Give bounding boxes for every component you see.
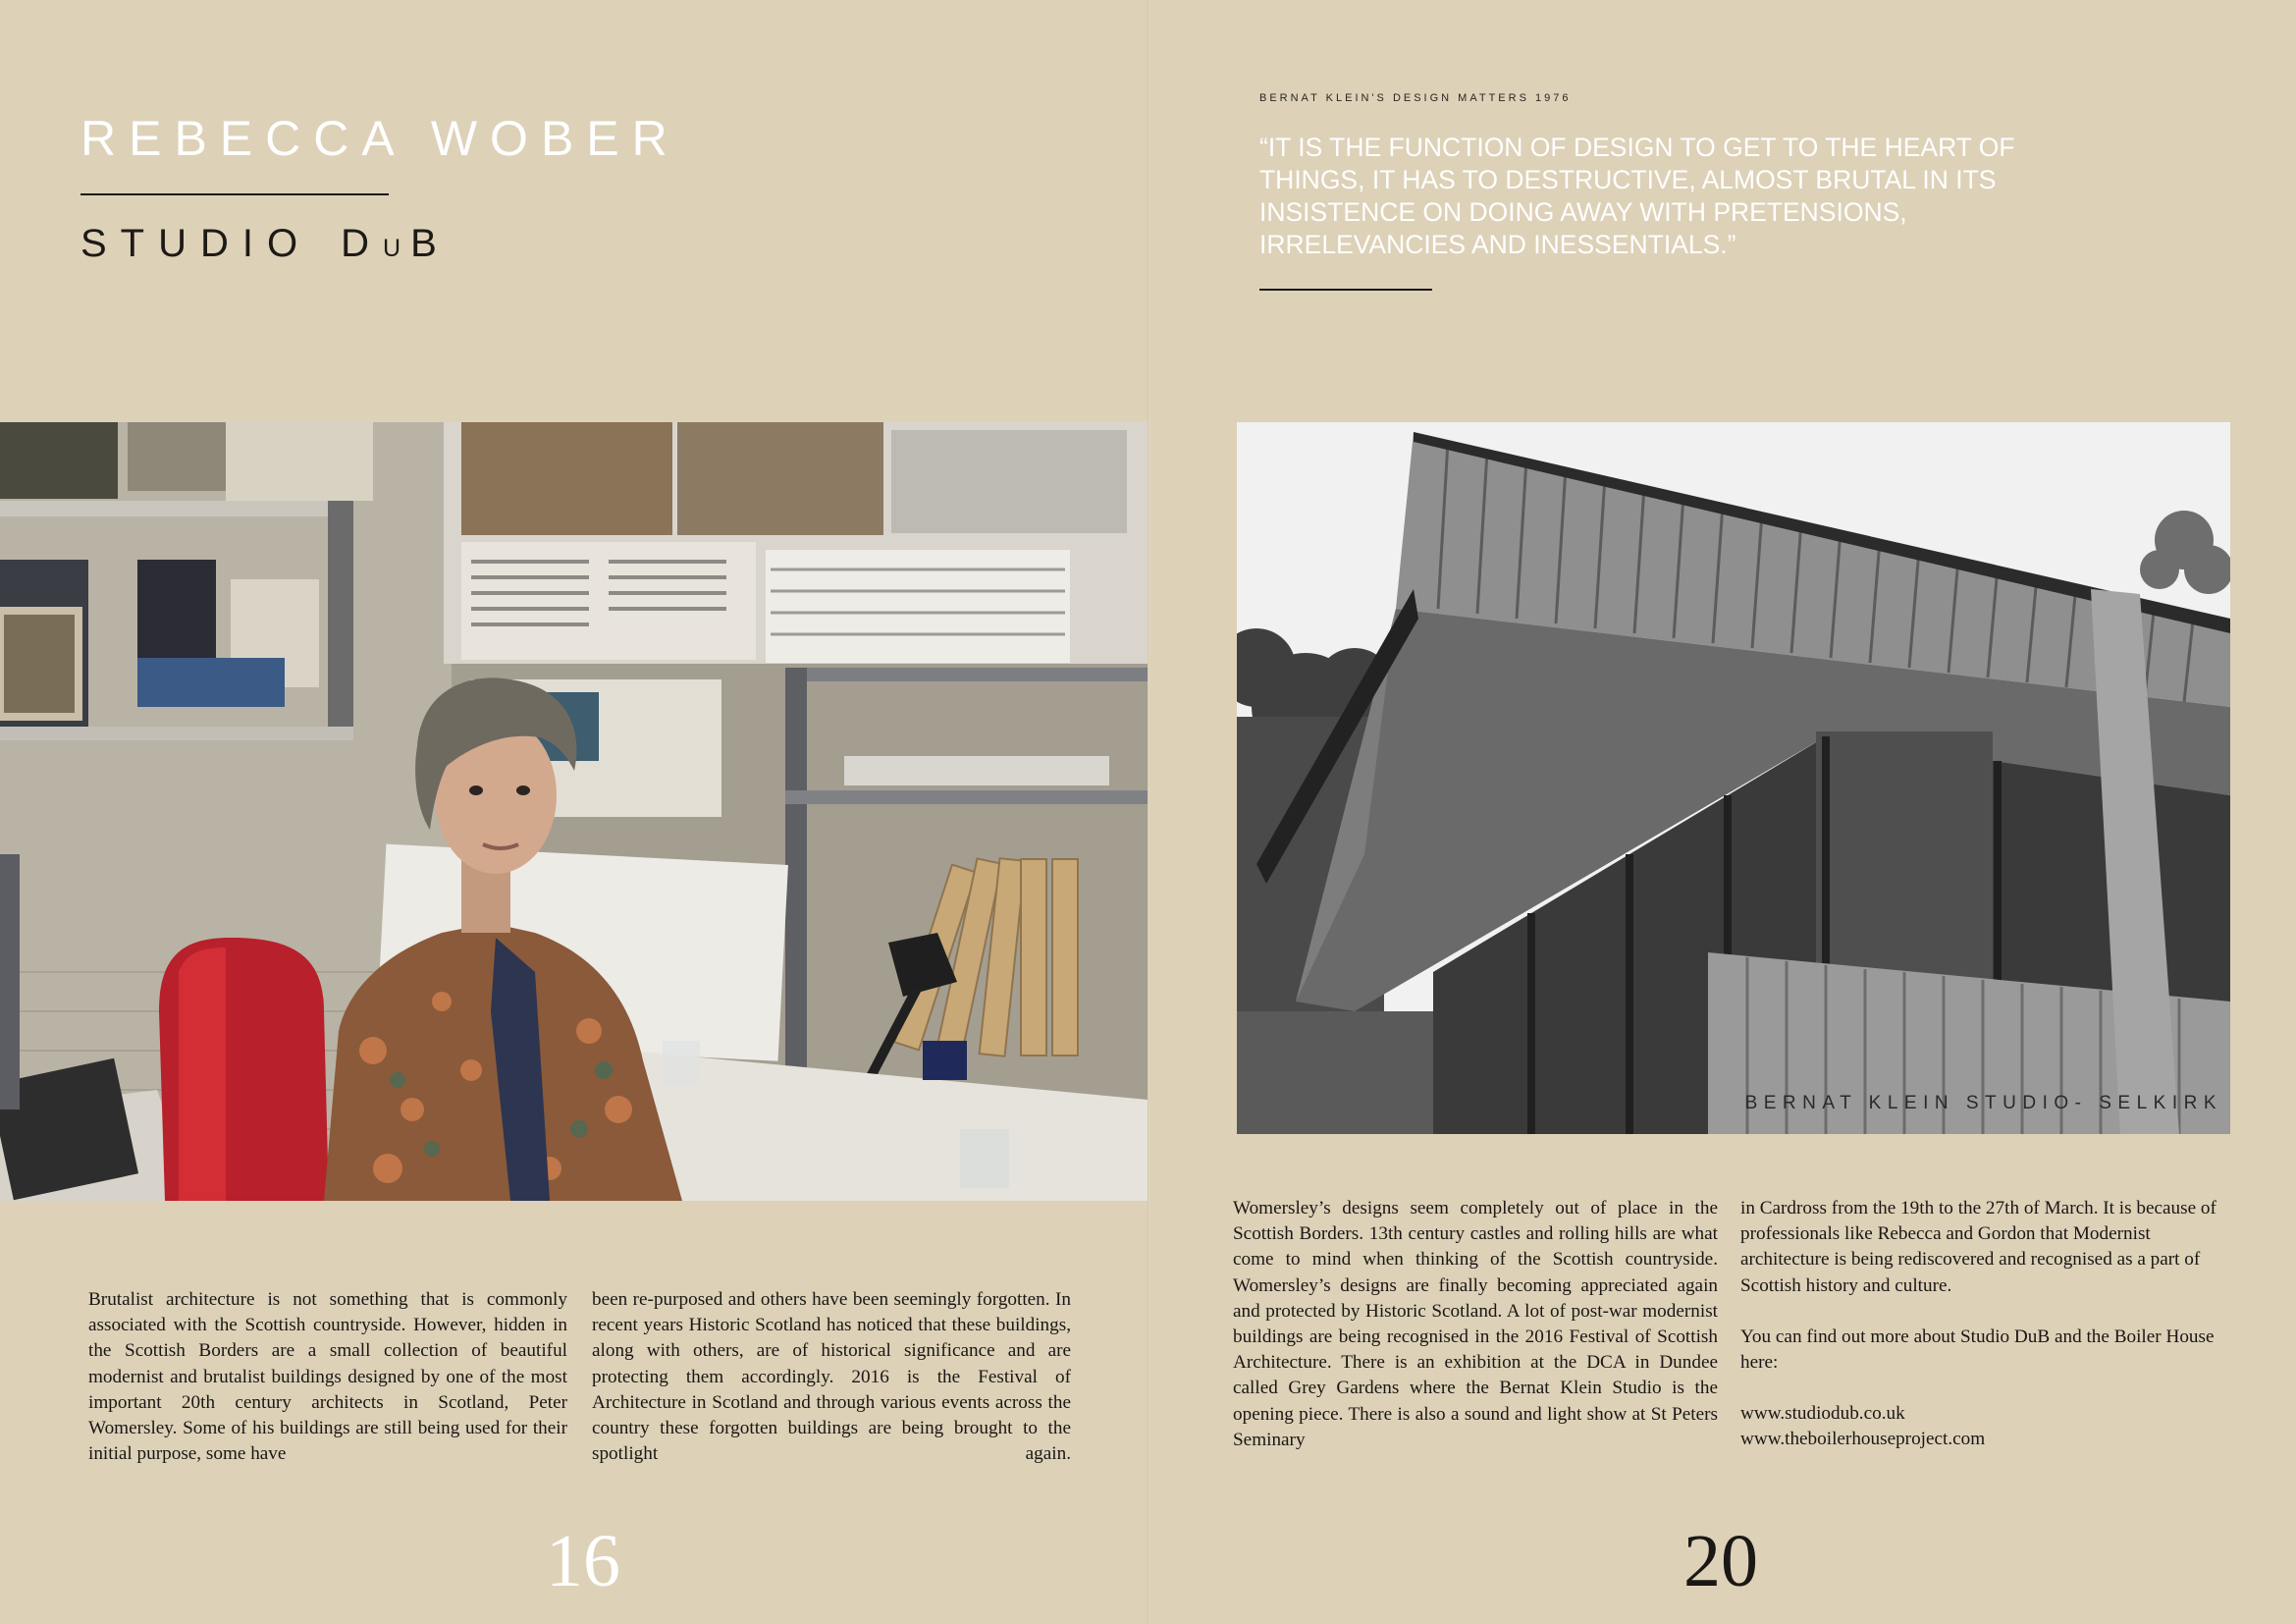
subtitle-d: D (341, 222, 384, 265)
body-text-column-4 (1740, 1196, 2225, 1453)
title-divider (80, 193, 389, 195)
building-photo-icon (1237, 422, 2230, 1134)
body-paragraph: Womersley’s designs seem completely out of place in the Scottish Borders. 13th century castles and rolling hills are what come to mind when thinking of the Scottish countryside. Womersley’s designs are finally becoming appreciated again and protected by Historic Scotland. A lot of post-war modernist buildings are being recognised in the 2016 Festival of Scottish Architecture. There is an exhibition at the DCA in Dundee called Grey Gardens where the Bernat Klein Studio is the opening piece. There is also a sound and light show at St Peters Seminary (1233, 1198, 1718, 1450)
subtitle-u: U (383, 235, 411, 262)
quote-divider (1259, 289, 1432, 291)
right-page (1148, 0, 2296, 1624)
article-title: REBECCA WOBER (80, 111, 680, 166)
body-text-column-3 (1233, 1196, 1718, 1453)
portrait-photo (0, 422, 1148, 1201)
website-link-boilerhouse[interactable]: www.theboilerhouseproject.com (1740, 1429, 1986, 1450)
page-number: 20 (1683, 1520, 1758, 1602)
body-paragraph: in Cardross from the 19th to the 27th of March. It is because of professionals like Rebecca and Gordon that Modernist architecture is being rediscovered and recognised as a part of Scottish history and culture. (1740, 1198, 2216, 1296)
subtitle-b: B (410, 222, 451, 265)
page-number: 16 (546, 1520, 620, 1602)
pull-quote: “IT IS THE FUNCTION OF DESIGN TO GET TO THE HEART OF THINGS, IT HAS TO DESTRUCTIVE, ALMOST BRUTAL IN ITS INSISTENCE ON DOING AWAY WITH PRETENSIONS, IRRELEVANCIES AND INESSENTIALS.” (1259, 133, 2015, 259)
subtitle-word: STUDIO (80, 222, 312, 265)
quote-source: BERNAT KLEIN'S DESIGN MATTERS 1976 (1259, 92, 1572, 104)
body-text-column-2: been re-purposed and others have been seemingly forgotten. In recent years Historic Scotland has noticed that these buildings, along with others, are of historical significance and are protecting them accordingly. 2016 is the Festival of Architecture in Scotland and through various events across the country these forgotten buildings are being brought to the spotlight again. (592, 1289, 1071, 1465)
building-photo (1237, 422, 2230, 1134)
website-link-studiodub[interactable]: www.studiodub.co.uk (1740, 1403, 1905, 1425)
portrait-photo-icon (0, 422, 1148, 1201)
body-text-column-1: Brutalist architecture is not something that is commonly associated with the Scottish countryside. However, hidden in the Scottish Borders are a small collection of beautiful modernist and brutalist buildings designed by one of the most important 20th century architects in Scotland, Peter Womersley. Some of his buildings are still being used for their initial purpose, some have (88, 1289, 567, 1465)
article-subtitle (80, 222, 451, 266)
photo-caption: BERNAT KLEIN STUDIO- SELKIRK (1744, 1093, 2222, 1113)
body-paragraph: You can find out more about Studio DuB and the Boiler House here: (1740, 1326, 2215, 1374)
